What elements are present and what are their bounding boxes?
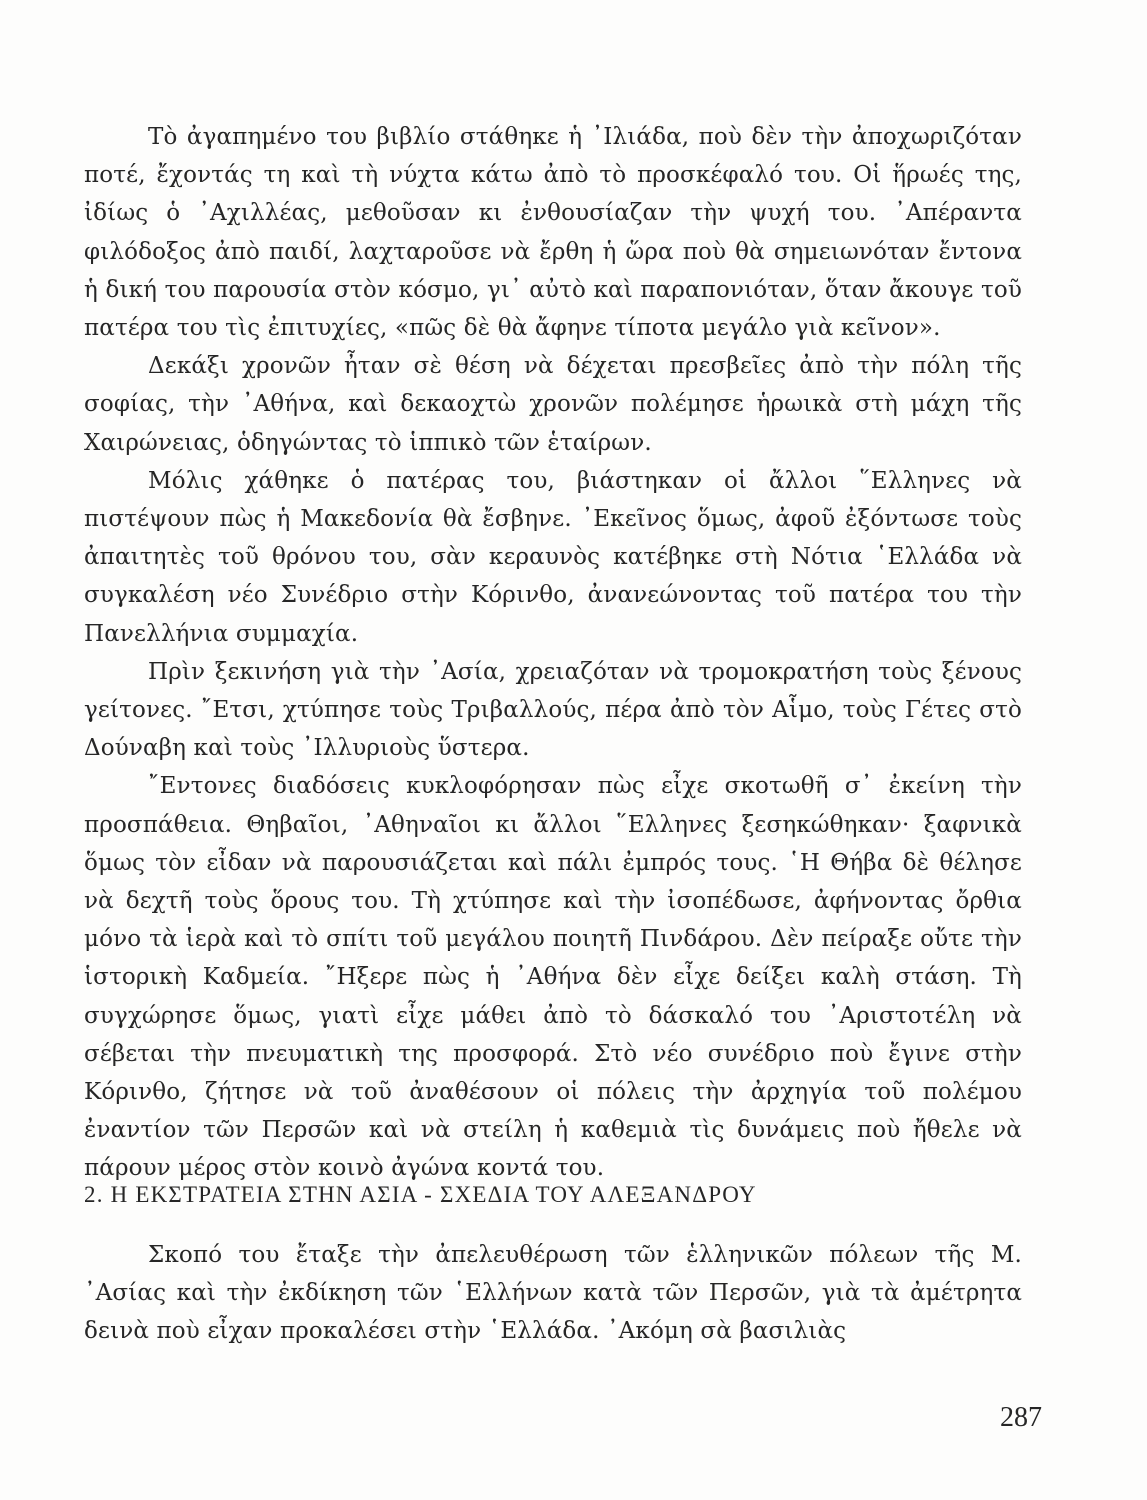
page-number: 287	[1000, 1402, 1042, 1433]
paragraph-favorite-book: Τὸ ἀγαπημένο του βιβλίο στάθηκε ἡ ᾿Ιλιάδα, ποὺ δὲν τὴν ἀποχωριζόταν ποτέ, ἔχοντάς τη καὶ τὴ νύχτα κάτω ἀπὸ τὸ προσκέφαλό του. Οἱ ἥρωές της, ἰδίως ὁ ᾿Αχιλλέας, μεθοῦσαν κι ἐνθουσίαζαν τὴν ψυχή του. ᾿Απέραντα φιλόδοξος ἀπὸ παιδί, λαχταροῦσε νὰ ἔρθη ἡ ὥρα ποὺ θὰ σημειωνόταν ἔντονα ἡ δική του παρουσία στὸν κόσμο, γι᾿ αὐτὸ καὶ παραπονιόταν, ὅταν ἄκουγε τοῦ πατέρα του τὶς ἐπιτυχίες, «πῶς δὲ θὰ ἄφηνε τίποτα μεγάλο γιὰ κεῖνον».	[84, 124, 1022, 342]
paragraph-sixteen-years: Δεκάξι χρονῶν ἦταν σὲ θέση νὰ δέχεται πρεσβεῖες ἀπὸ τὴν πόλη τῆς σοφίας, τὴν ᾿Αθήνα, καὶ δεκαοχτὼ χρονῶν πολέμησε ἡρωικὰ στὴ μάχη τῆς Χαιρώνειας, ὁδηγώντας τὸ ἱππικὸ τῶν ἑταίρων.	[84, 353, 1022, 456]
paragraph-rumors: ῎Εντονες διαδόσεις κυκλοφόρησαν πὼς εἶχε σκοτωθῆ σ᾿ ἐκείνη τὴν προσπάθεια. Θηβαῖοι, ᾿Αθηναῖοι κι ἄλλοι ῞Ελληνες ξεσηκώθηκαν· ξαφνικὰ ὅμως τὸν εἶδαν νὰ παρουσιάζεται καὶ πάλι ἐμπρός τους. ῾Η Θήβα δὲ θέλησε νὰ δεχτῆ τοὺς ὅρους του. Τὴ χτύπησε καὶ τὴν ἰσοπέδωσε, ἀφήνοντας ὄρθια μόνο τὰ ἱερὰ καὶ τὸ σπίτι τοῦ μεγάλου ποιητῆ Πινδάρου. Δὲν πείραξε οὔτε τὴν ἱστορικὴ Καδμεία. ῎Ηξερε πὼς ἡ ᾿Αθήνα δὲν εἶχε δείξει καλὴ στάση. Τὴ συγχώρησε ὅμως, γιατὶ εἶχε μάθει ἀπὸ τὸ δάσκαλό του ᾿Αριστοτέλη νὰ σέβεται τὴν πνευματικὴ της προσφορά. Στὸ νέο συνέδριο ποὺ ἔγινε στὴν Κόρινθο, ζήτησε νὰ τοῦ ἀναθέσουν οἱ πόλεις τὴν ἀρχηγία τοῦ πολέμου ἐναντίον τῶν Περσῶν καὶ νὰ στείλη ἡ καθεμιὰ τὶς δυνάμεις ποὺ ἤθελε νὰ πάρουν μέρος στὸν κοινὸ ἀγώνα κοντά του.	[84, 773, 1022, 1182]
paragraph-campaign-goal: Σκοπό του ἔταξε τὴν ἀπελευθέρωση τῶν ἑλληνικῶν πόλεων τῆς Μ. ᾿Ασίας καὶ τὴν ἐκδίκηση τῶν ῾Ελλήνων κατὰ τῶν Περσῶν, γιὰ τὰ ἀμέτρητα δεινὰ ποὺ εἶχαν προκαλέσει στὴν ῾Ελλάδα. ᾿Ακόμη σὰ βασιλιὰς	[84, 1242, 1022, 1345]
paragraph-father-death: Μόλις χάθηκε ὁ πατέρας του, βιάστηκαν οἱ ἄλλοι ῞Ελληνες νὰ πιστέψουν πὼς ἡ Μακεδονία θὰ ἔσβηνε. ᾿Εκεῖνος ὅμως, ἀφοῦ ἐξόντωσε τοὺς ἀπαιτητὲς τοῦ θρόνου του, σὰν κεραυνὸς κατέβηκε στὴ Νότια ῾Ελλάδα νὰ συγκαλέση νέο Συνέδριο στὴν Κόρινθο, ἀνανεώνοντας τοῦ πατέρα του τὴν Πανελλήνια συμμαχία.	[84, 467, 1022, 647]
paragraph-before-asia: Πρὶν ξεκινήση γιὰ τὴν ᾿Ασία, χρειαζόταν νὰ τρομοκρατήση τοὺς ξένους γείτονες. ῎Ετσι, χτύπησε τοὺς Τριβαλλούς, πέρα ἀπὸ τὸν Αἷμο, τοὺς Γέτες στὸ Δούναβη καὶ τοὺς ᾿Ιλλυριοὺς ὕστερα.	[84, 658, 1022, 762]
body-text	[84, 118, 1022, 1188]
section-heading: 2. Η ΕΚΣΤΡΑΤΕΙΑ ΣΤΗΝ ΑΣΙΑ - ΣΧΕΔΙΑ ΤΟΥ ΑΛΕΞΑΝΔΡΟΥ	[84, 1182, 757, 1207]
section-text	[84, 1236, 1022, 1351]
